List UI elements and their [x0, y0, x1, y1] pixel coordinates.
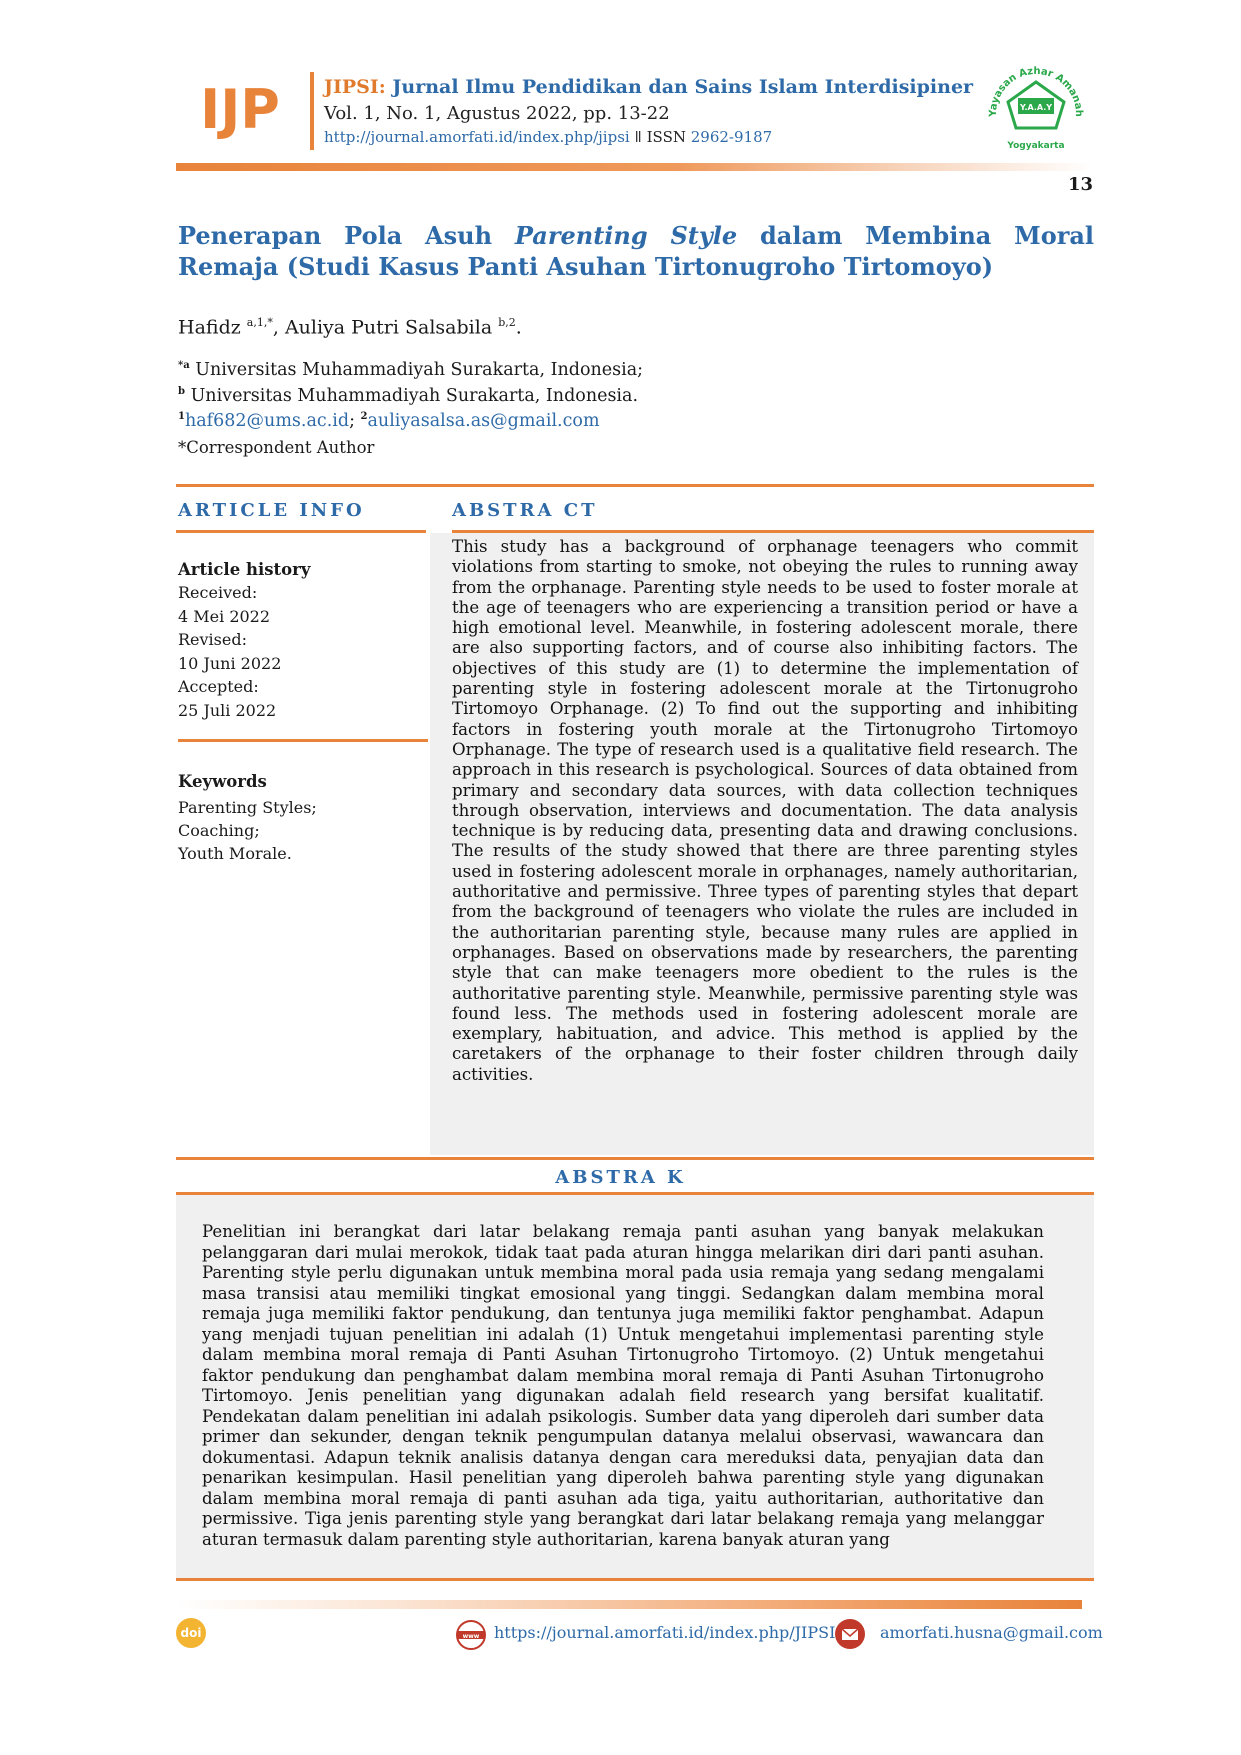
journal-title: JIPSI: Jurnal Ilmu Pendidikan dan Sains Islam Interdisipiner [324, 76, 974, 98]
journal-url-line: http://journal.amorfati.id/index.php/jipsi ǁ ISSN 2962-9187 [324, 128, 773, 146]
journal-volume: Vol. 1, No. 1, Agustus 2022, pp. 13-22 [324, 103, 670, 124]
keywords-list [178, 796, 317, 865]
keyword-item: Coaching; [178, 821, 260, 840]
received-date: 4 Mei 2022 [178, 606, 271, 626]
footer-journal-link[interactable]: https://journal.amorfati.id/index.php/JIPSI [494, 1623, 836, 1642]
article-history [178, 581, 281, 722]
info-left-rule [176, 530, 426, 533]
abstract-heading: ABSTRA CT [452, 500, 598, 521]
accepted-label: Accepted: [178, 677, 259, 696]
keyword-item: Parenting Styles; [178, 798, 317, 817]
abstrak-bottom-rule [176, 1578, 1094, 1581]
issn-number: 2962-9187 [690, 128, 773, 146]
revised-date: 10 Juni 2022 [178, 653, 282, 673]
seal-center-text: Y.A.A.Y [1019, 103, 1053, 112]
revised-label: Revised: [178, 630, 247, 649]
doi-icon[interactable]: doi [176, 1618, 206, 1648]
header-divider [310, 72, 314, 150]
keywords-title: Keywords [178, 772, 267, 791]
accepted-date: 25 Juli 2022 [178, 700, 277, 720]
journal-logo-text: IJP [200, 78, 280, 141]
foundation-seal-logo [980, 64, 1092, 154]
abstrak-text: Penelitian ini berangkat dari latar belakang remaja panti asuhan yang banyak melakukan pelanggaran dari mulai merokok, tidak taat pada aturan hingga melarikan diri dari panti asuhan. Parenting style perlu digunakan untuk membina moral pada usia remaja yang sedang mengalami masa transisi atau memiliki tingkat emosional yang tinggi. Sedangkan dalam membina moral remaja juga memiliki faktor pendukung, dan tentunya juga memiliki faktor penghambat. Adapun yang menjadi tujuan penelitian ini adalah (1) Untuk mengetahui implementasi parenting style dalam membina moral remaja di Panti Asuhan Tirtonugroho Tirtomoyo. (2) Untuk mengetahui faktor pendukung dan penghambat dalam membina moral remaja di Panti Asuhan Tirtonugroho Tirtomoyo. Jenis penelitian yang digunakan adalah field research yang bersifat kualitatif. Pendekatan dalam penelitian ini adalah psikologis. Sumber data yang diperoleh dari sumber data primer dan sekunder, dengan teknik pengumpulan datanya melalui observasi, wawancara dan dokumentasi. Adapun teknik analisis datanya dengan cara mereduksi data, penyajian data dan penarikan kesimpulan. Hasil penelitian yang diperoleh bahwa parenting style yang digunakan dalam membina moral remaja di panti asuhan ada tiga, yaitu authoritarian, authoritative dan permissive. Tiga jenis parenting style yang berangkat dari latar belakang remaja yang melanggar aturan termasuk dalam parenting style authoritarian, karena banyak aturan yang [202, 1222, 1044, 1549]
author-list: Hafidz $^{a,1,*}$, Auliya Putri Salsabila $^{b,2}$. [178, 316, 522, 339]
info-top-rule [176, 484, 1094, 487]
seal-bottom-text: Yogyakarta [1007, 141, 1065, 151]
journal-logo [176, 72, 304, 146]
article-title: Penerapan Pola Asuh Parenting Style dalam Membina Moral Remaja (Studi Kasus Panti Asuhan Tirtonugroho Tirtomoyo) [178, 221, 1095, 281]
mail-icon [834, 1618, 866, 1650]
affiliation-b: $^b$ Universitas Muhammadiyah Surakarta, Indonesia. [178, 386, 639, 406]
page-number: 13 [1067, 174, 1093, 195]
received-label: Received: [178, 583, 258, 602]
email-link-1[interactable]: haf682@ums.ac.id [184, 411, 350, 431]
article-history-title: Article history [178, 560, 311, 579]
affiliation-a: $^{*a}$ Universitas Muhammadiyah Surakarta, Indonesia; [178, 360, 644, 380]
journal-url-link[interactable]: http://journal.amorfati.id/index.php/jipsi [324, 128, 630, 146]
header-rule [176, 163, 1094, 171]
keywords-rule [178, 739, 428, 742]
correspondent-note: *Correspondent Author [178, 438, 375, 457]
www-icon [456, 1620, 486, 1650]
keyword-item: Youth Morale. [178, 844, 292, 863]
footer-email-link[interactable]: amorfati.husna@gmail.com [880, 1623, 1103, 1642]
article-info-heading: ARTICLE INFO [178, 500, 365, 521]
seal-top-text: Yayasan Azhar Amanah [987, 65, 1085, 117]
abstrak-top-rule [176, 1157, 1094, 1160]
email-link-2[interactable]: auliyasalsa.as@gmail.com [367, 411, 600, 431]
footer-rule [176, 1600, 1082, 1609]
author-emails: $^1$haf682@ums.ac.id; $^2$auliyasalsa.as@gmail.com [178, 411, 600, 431]
abstrak-heading: ABSTRA K [555, 1167, 686, 1188]
abstract-text: This study has a background of orphanage teenagers who commit violations from starting to smoke, not obeying the rules to running away from the orphanage. Parenting style needs to be used to foster morale at the age of teenagers who are experiencing a transition period or have a high emotional level. Meanwhile, in fostering adolescent morale, there are also supporting factors, and of course also inhibiting factors. The objectives of this study are (1) to determine the implementation of parenting style in fostering adolescent morale at the Tirtonugroho Tirtomoyo Orphanage. (2) To find out the supporting and inhibiting factors in fostering youth morale at the Tirtonugroho Tirtomoyo Orphanage. The type of research used is a qualitative field research. The approach in this research is psychological. Sources of data obtained from primary and secondary data sources, with data collection techniques through observation, interviews and documentation. The data analysis technique is by reducing data, presenting data and drawing conclusions. The results of the study showed that there are three parenting styles used in fostering adolescent morale in orphanages, namely authoritarian, authoritative and permissive. Three types of parenting styles that depart from the background of teenagers who violate the rules are included in the authoritarian parenting style, because many rules are applied in orphanages. Based on observations made by researchers, the parenting style that can make teenagers more obedient to the rules is the authoritative parenting style. Meanwhile, permissive parenting style was found less. The methods used in fostering adolescent morale are exemplary, habituation, and advice. This method is applied by the caretakers of the orphanage to their foster children through daily activities. [452, 537, 1078, 1084]
svg-text:www: www [462, 1633, 480, 1640]
